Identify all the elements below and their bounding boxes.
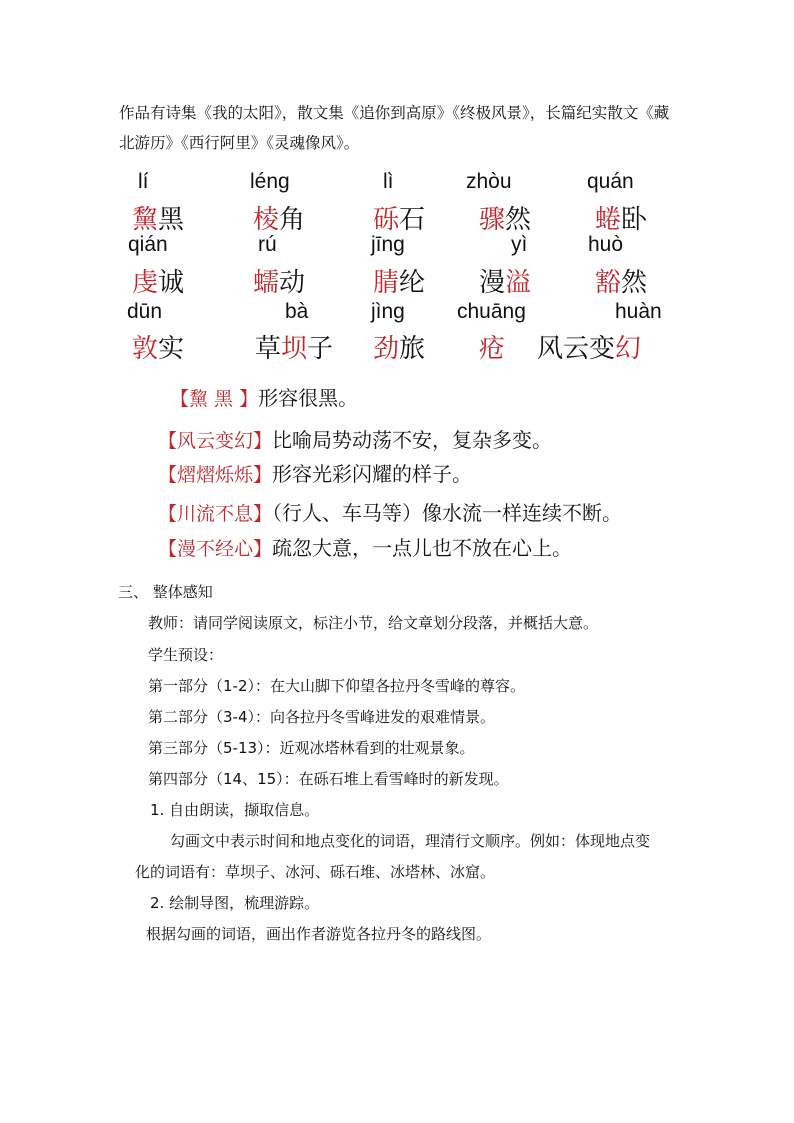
pinyin: qián [128,233,168,256]
pinyin: quán [587,170,634,193]
vocab-word: 劲旅 [373,334,426,364]
definition-item [158,497,622,526]
student-label: 学生预设： [148,646,224,664]
definition-term: 【川流不息】 [158,503,273,525]
pinyin: yì [511,233,528,256]
vocab-word: 漫溢 [479,268,532,298]
vocab-word: 风云变幻 [537,334,642,364]
vocab-word: 黧黑 [132,205,185,235]
pinyin: bà [285,300,309,323]
pinyin: dūn [127,300,163,323]
pinyin: jīng [371,233,405,256]
definition-term: 【黧 黑 】 [170,388,259,410]
part-item: 第四部分（14、15）：在砾石堆上看雪峰时的新发现。 [148,770,509,788]
vocab-word: 敦实 [132,334,185,364]
vocab-word: 砾石 [373,205,426,235]
vocab-word: 草坝子 [255,334,334,364]
pinyin: lí [138,170,149,193]
definition-term: 【熠熠烁烁】 [158,464,273,486]
step-text: 勾画文中表示时间和地点变化的词语，理清行文顺序。例如：体现地点变 [170,832,651,850]
definition-item [158,532,572,561]
definition-meaning: 形容光彩闪耀的样子。 [272,462,473,486]
pinyin: huò [588,233,624,256]
definition-term: 【风云变幻】 [158,430,273,452]
pinyin: huàn [615,300,662,323]
definition-meaning: （行人、车马等）像水流一样连续不断。 [272,501,623,525]
pinyin: rú [258,233,277,256]
vocab-word: 疮 [479,334,506,364]
step-heading: 1. 自由朗读，撷取信息。 [150,801,320,819]
part-item: 第一部分（1-2）：在大山脚下仰望各拉丹冬雪峰的尊容。 [148,677,526,695]
part-item: 第二部分（3-4）：向各拉丹冬雪峰进发的艰难情景。 [148,708,496,726]
vocab-word: 棱角 [253,205,306,235]
vocab-word: 虔诚 [132,268,185,298]
pinyin: jìng [371,300,405,323]
pinyin: chuāng [457,300,526,323]
step-text: 根据勾画的词语，画出作者游览各拉丹冬的路线图。 [146,925,492,943]
step-text: 化的词语有：草坝子、冰河、砾石堆、冰塔林、冰窟。 [135,863,496,881]
definition-item [170,382,358,411]
vocab-word: 蜷卧 [595,205,648,235]
teacher-instruction: 教师：请同学阅读原文，标注小节，给文章划分段落，并概括大意。 [148,614,599,632]
pinyin: léng [250,170,290,193]
definition-term: 【漫不经心】 [158,538,273,560]
vocab-word: 骤然 [479,205,532,235]
vocab-word: 蠕动 [253,268,306,298]
definition-meaning: 疏忽大意，一点儿也不放在心上。 [272,536,573,560]
definition-meaning: 形容很黑。 [258,386,359,410]
definition-meaning: 比喻局势动荡不安，复杂多变。 [272,428,553,452]
vocab-word: 豁然 [595,268,648,298]
intro-line-2: 北游历》《西行阿里》《灵魂像风》。 [119,134,360,152]
section-heading: 三、 整体感知 [118,583,213,601]
definition-item [158,458,472,487]
definition-item [158,424,552,453]
part-item: 第三部分（5-13）：近观冰塔林看到的壮观景象。 [148,739,475,757]
pinyin: lì [383,170,394,193]
pinyin: zhòu [466,170,512,193]
intro-line-1: 作品有诗集《我的太阳》，散文集《追你到高原》《终极风景》，长篇纪实散文《藏 [119,104,670,122]
vocab-word: 腈纶 [373,268,426,298]
step-heading: 2. 绘制导图，梳理游踪。 [150,894,320,912]
